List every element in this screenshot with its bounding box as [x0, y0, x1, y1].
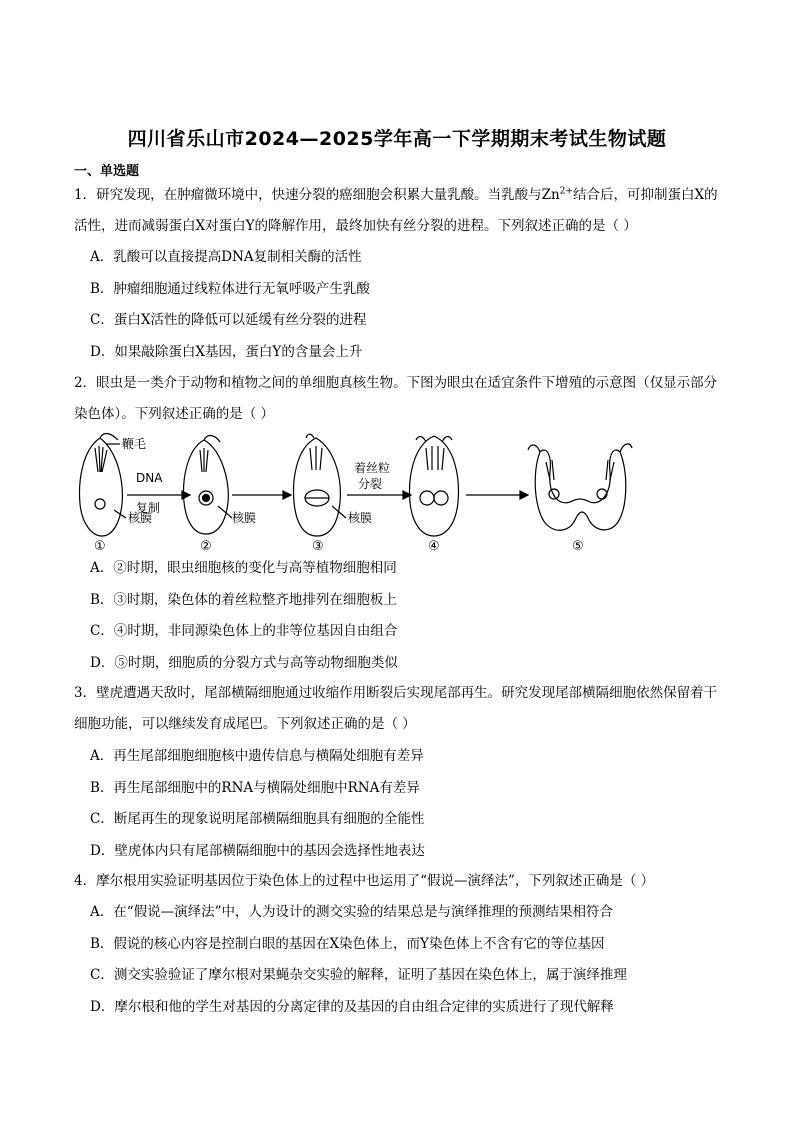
membrane-label-3: 核膜: [348, 511, 373, 525]
question-4-options: [90, 897, 627, 1023]
question-1-stem-text: 1．研究发现，在肿瘤微环境中，快速分裂的癌细胞会积累大量乳酸。当乳酸与Zn: [74, 187, 560, 203]
cell-stage-4: [410, 436, 459, 536]
question-1-options: [90, 242, 370, 368]
option-d[interactable]: D．如果敲除蛋白X基因，蛋白Y的含量会上升: [90, 343, 363, 360]
membrane-label-2: 核膜: [232, 511, 257, 525]
option-d[interactable]: D．摩尔根和他的学生对基因的分离定律的及基因的自由组合定律的实质进行了现代解释: [90, 998, 614, 1015]
page-title: 四川省乐山市2024—2025学年高一下学期期末考试生物试题: [127, 128, 667, 150]
stage-label-2: ②: [200, 539, 212, 554]
question-4-stem: 4．摩尔根用实验证明基因位于染色体上的过程中也运用了“假说—演绎法”，下列叙述正确是（ ）: [74, 873, 655, 889]
option-a[interactable]: A．再生尾部细胞细胞核中遗传信息与横隔处细胞有差异: [90, 748, 424, 764]
option-a[interactable]: A．在“假说—演绎法”中，人为设计的测交实验的结果总是与演绎推理的预测结果相符合: [90, 904, 614, 920]
arrow-1-label-line2: 复制: [136, 501, 161, 515]
question-3-stem: 3．壁虎遭遇天敌时，尾部横隔细胞通过收缩作用断裂后实现尾部再生。研究发现尾部横隔细胞依然保留着干细胞功能，可以继续发育成尾巴。下列叙述正确的是（ ）: [74, 685, 718, 732]
option-b[interactable]: B．肿瘤细胞通过线粒体进行无氧呼吸产生乳酸: [90, 280, 370, 297]
euglena-division-figure: [70, 432, 650, 554]
section-heading: 一、单选题: [74, 164, 140, 179]
option-c[interactable]: C．测交实验验证了摩尔根对果蝇杂交实验的解释，证明了基因在染色体上，属于演绎推理: [90, 967, 627, 983]
flagellum-label: 鞭毛: [122, 437, 147, 451]
option-d[interactable]: D．壁虎体内只有尾部横隔细胞中的基因会选择性地表达: [90, 842, 425, 859]
option-b[interactable]: B．假说的核心内容是控制白眼的基因在X染色体上，而Y染色体上不含有它的等位基因: [90, 935, 605, 952]
option-c[interactable]: C．蛋白X活性的降低可以延缓有丝分裂的进程: [90, 312, 367, 328]
arrow-3-label-line1: 着丝粒: [354, 461, 391, 475]
question-2-stem: 2．眼虫是一类介于动物和植物之间的单细胞真核生物。下图为眼虫在适宜条件下增殖的示意图（仅显示部分染色体）。下列叙述正确的是（ ）: [74, 375, 718, 422]
cell-stage-1: [80, 434, 123, 536]
option-a[interactable]: A．乳酸可以直接提高DNA复制相关酶的活性: [90, 249, 362, 265]
stage-label-5: ⑤: [572, 539, 584, 554]
cell-stage-5: [528, 444, 632, 530]
question-3-options: [90, 741, 425, 867]
cell-stage-3: [294, 434, 341, 536]
option-c[interactable]: C．断尾再生的现象说明尾部横隔细胞具有细胞的全能性: [90, 811, 425, 827]
question-1-stem-text-cont: 结合后，可抑制蛋白X的活性，进而减弱蛋白X对蛋白Y的降解作用，最终加快有丝分裂的进程。下列叙述正确的是（ ）: [74, 187, 718, 234]
ion-charge: 2+: [559, 186, 573, 197]
option-d[interactable]: D．⑤时期，细胞质的分裂方式与高等动物细胞类似: [90, 654, 398, 671]
option-c[interactable]: C．④时期，非同源染色体上的非等位基因自由组合: [90, 623, 398, 639]
membrane-label-1: 核膜: [128, 511, 153, 525]
arrow-1-label-line1: DNA: [136, 471, 163, 485]
question-2-options: [90, 553, 398, 679]
option-a[interactable]: A．②时期，眼虫细胞核的变化与高等植物细胞相同: [90, 560, 397, 576]
cell-stage-2: [184, 436, 229, 534]
stage-label-1: ①: [94, 539, 106, 554]
option-b[interactable]: B．③时期，染色体的着丝粒整齐地排列在细胞板上: [90, 591, 397, 608]
stage-label-4: ④: [428, 539, 440, 554]
question-1-stem: [74, 180, 724, 242]
arrow-3-label-line2: 分裂: [358, 477, 383, 491]
option-b[interactable]: B．再生尾部细胞中的RNA与横隔处细胞中RNA有差异: [90, 779, 420, 796]
stage-label-3: ③: [312, 539, 324, 554]
